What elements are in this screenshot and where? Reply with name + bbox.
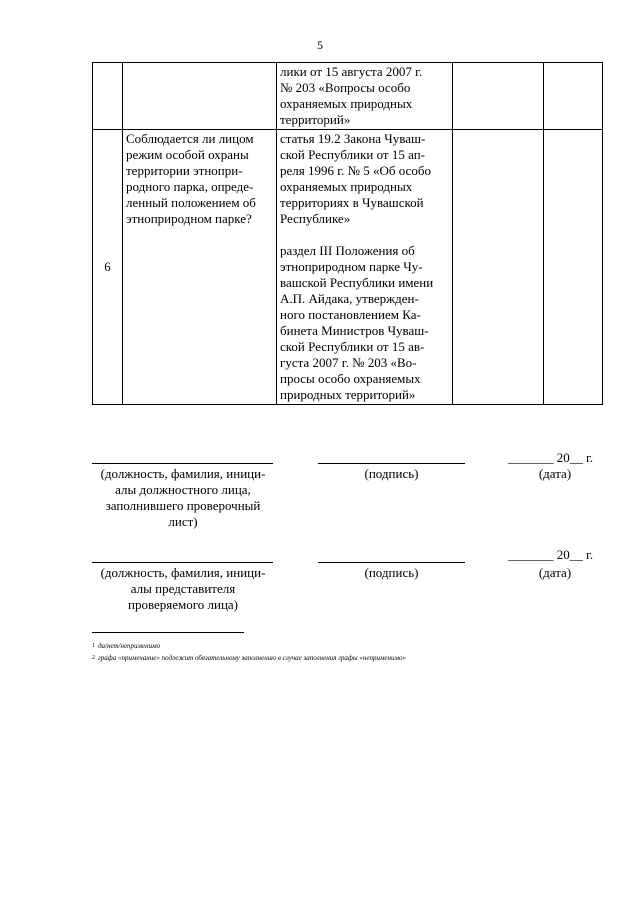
text-line: территорий» [280, 112, 351, 127]
text-line: статья 19.2 Закона Чуваш- [280, 131, 426, 146]
position-line [92, 562, 273, 563]
cell-note [544, 63, 603, 130]
date-blank: _______ 20__ г. [508, 547, 594, 562]
cell-note [544, 130, 603, 405]
text-line: А.П. Айдака, утвержден- [280, 291, 419, 306]
text-line: родного парка, опреде- [126, 179, 254, 194]
text-line: ской Республики от 15 ап- [280, 147, 425, 162]
page-number: 5 [317, 38, 323, 52]
footnote: $^1$ да/нет/неприменимо [92, 642, 161, 650]
cell-answer [453, 63, 544, 130]
text-line: охраняемых природных [280, 96, 413, 111]
date-caption: (дата) [538, 466, 572, 481]
signature-caption: (подпись) [364, 565, 419, 580]
text-line: охраняемых природных [280, 179, 413, 194]
text-line: № 203 «Вопросы особо [280, 80, 411, 95]
cell-question [123, 130, 277, 405]
cell-question [123, 63, 277, 130]
text-line: ленный положением об [126, 195, 256, 210]
cell-answer [453, 130, 544, 405]
cell-requirement [277, 130, 453, 405]
text-line: этноприродном парке Чу- [280, 259, 423, 274]
text-line: ской Республики от 15 ав- [280, 339, 425, 354]
text-line: природных территорий» [280, 387, 416, 402]
text-line: просы особо охраняемых [280, 371, 421, 386]
text-line: территориях в Чувашской [280, 195, 424, 210]
table-row [93, 130, 603, 405]
signature-line [318, 562, 465, 563]
signature-line [318, 463, 465, 464]
date-blank: _______ 20__ г. [508, 450, 594, 465]
signature-caption: (подпись) [364, 466, 419, 481]
text-line: этноприродном парке? [126, 211, 252, 226]
text-line: бинета Министров Чуваш- [280, 323, 429, 338]
text-line: режим особой охраны [126, 147, 249, 162]
text-line: лики от 15 августа 2007 г. [280, 64, 423, 79]
table-row [93, 63, 603, 130]
text-line: реля 1996 г. № 5 «Об особо [280, 163, 431, 178]
date-caption: (дата) [538, 565, 572, 580]
cell-number: 6 [93, 130, 123, 405]
text-line: ного постановлением Ка- [280, 307, 421, 322]
cell-number [93, 63, 123, 130]
footnote: $^2$ графа «примечание» подлежит обязательному заполнению в случае заполнения графы «неприменимо» [92, 654, 406, 662]
position-line [92, 463, 273, 464]
text-line: Соблюдается ли лицом [126, 131, 254, 146]
footnote-separator [92, 632, 244, 633]
text-line: раздел III Положения об [280, 243, 415, 258]
text-line: территории этнопри- [126, 163, 243, 178]
text-line: густа 2007 г. № 203 «Во- [280, 355, 417, 370]
checklist-table [92, 62, 603, 405]
text-line: вашской Республики имени [280, 275, 434, 290]
cell-requirement [277, 63, 453, 130]
position-caption: (должность, фамилия, иници- алы должностного лица, заполнившего проверочный лист) [100, 466, 266, 529]
position-caption: (должность, фамилия, иници- алы представителя проверяемого лица) [100, 565, 266, 612]
text-line: Республике» [280, 211, 351, 226]
